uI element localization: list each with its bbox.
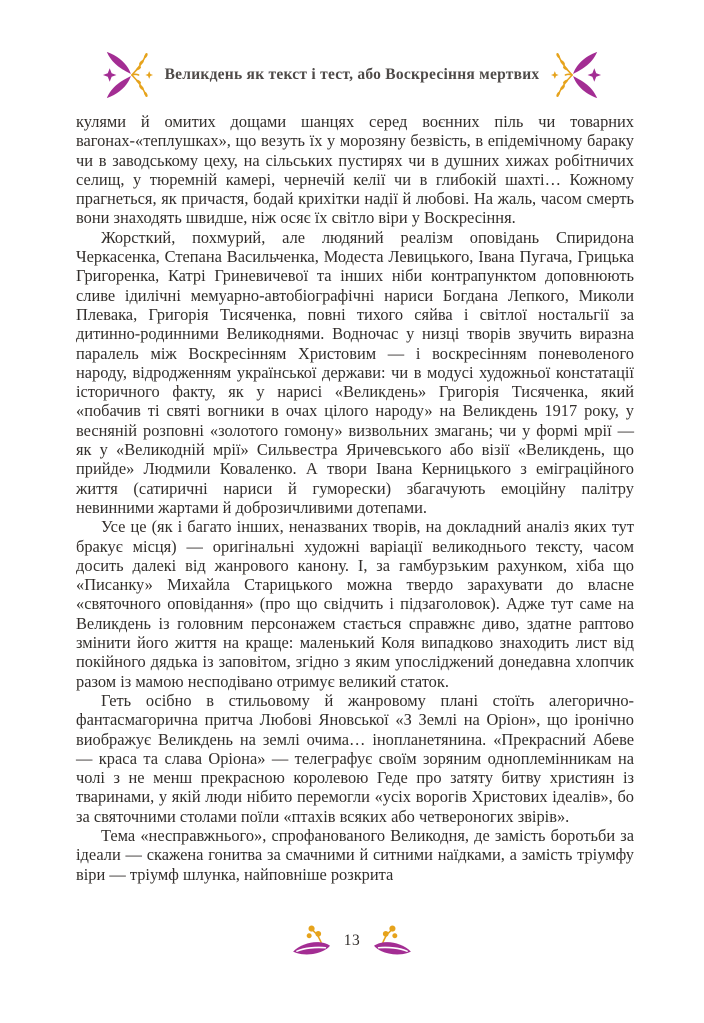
leaf-with-berries-ornament-left-icon bbox=[291, 921, 335, 961]
leaf-with-berries-ornament-right-icon bbox=[369, 921, 413, 961]
body-text bbox=[76, 112, 634, 884]
paragraph: кулями й омитих дощами шанцях серед воєнних піль чи товарних вагонах-«теплушках», що везуть їх у морозяну безвість, в епідемічному бараку чи в заводському цеху, на сільських пустирях чи в душних хижах робітничих селищ, у тюремній камері, чернечій келії чи в глибокій шахті… Кожному прагнеться, як причастя, бодай крихітки надії й любові. На жаль, часом смерть вони знаходять швидше, ніж осяє їх світло віри у Воскресіння. bbox=[76, 112, 634, 228]
paragraph: Тема «несправжнього», спрофанованого Великодня, де замість боротьби за ідеали — скажена гонитва за смачними й ситними наїдками, а замість тріумфу віри — тріумф шлунка, найповніше розкрита bbox=[76, 825, 634, 884]
page-number: 13 bbox=[343, 932, 361, 949]
page-footer bbox=[0, 921, 704, 961]
chapter-title: Великдень як текст і тест, або Воскресіння мертвих bbox=[164, 66, 540, 83]
paragraph: Жорсткий, похмурий, але людяний реалізм оповідань Спиридона Черкасенка, Степана Васильченка, Модеста Левицького, Івана Пугача, Грицька Григоренка, Катрі Гриневичевої та інших ніби контрапунктом доповнюють сливе ідилічні мемуарно-автобіографічні нариси Богдана Лепкого, Миколи Плевака, Григорія Тисяченка, повні тихого сяйва і світлої ностальгії за дитинно-родинними Великоднями. Водночас у низці творів звучить виразна паралель між Воскресінням Христовим — і воскресінням поневоленого народу, відродженням української держави: чи в модусі художньої констатації історичного факту, як у нарисі «Великдень» Григорія Тисяченка, який «побачив ті святі вогники в очах цілого народу» на Великдень 1917 року, у весняній розповні «золотого гомону» визвольних змагань; чи у формі мрії — як у «Великодній мрії» Сильвестра Яричевського або візії «Великдень, що прийде» Людмили Коваленко. А твори Івана Керницького з еміграційного життя (сатиричні нариси й гуморески) збагачують емоційну палітру невинними жартами й доброзичливими дотепами. bbox=[76, 227, 634, 517]
floral-branch-ornament-right-icon bbox=[550, 47, 602, 103]
paragraph: Усе це (як і багато інших, неназваних творів, на докладний аналіз яких тут бракує місця) — оригінальні художні варіації великоднього тексту, часом досить далекі від жанрового канону. І, за гамбурзьким рахунком, хіба що «Писанку» Михайла Старицького можна твердо зарахувати до власне «святочного оповідання» (про що свідчить і підзаголовок). Адже тут саме на Великдень із головним персонажем стається справжнє диво, здатне раптово змінити його життя на краще: маленький Коля випадково знаходить лист від покійного дядька із заповітом, згідно з яким упосліджений донедавна хлопчик разом із мамою несподівано отримує великий статок. bbox=[76, 517, 634, 691]
chapter-header bbox=[0, 47, 704, 103]
paragraph: Геть осібно в стильовому й жанровому плані стоїть алегорично-фантасмагорична притча Любові Яновської «З Землі на Оріон», що іронічно виображує Великдень на землі очима… інопланетянина. «Прекрасний Абеве — краса та слава Оріона» — телеграфує своїм зоряним одноплемінникам на чолі з не менш прекрасною королевою Геде про затяту битву християн із тваринами, у якій люди нібито перемогли «усіх ворогів Христових ідеалів», бо за святочними столами поїли «птахів всяких або четвероногих звірів». bbox=[76, 690, 634, 826]
floral-branch-ornament-left-icon bbox=[102, 47, 154, 103]
